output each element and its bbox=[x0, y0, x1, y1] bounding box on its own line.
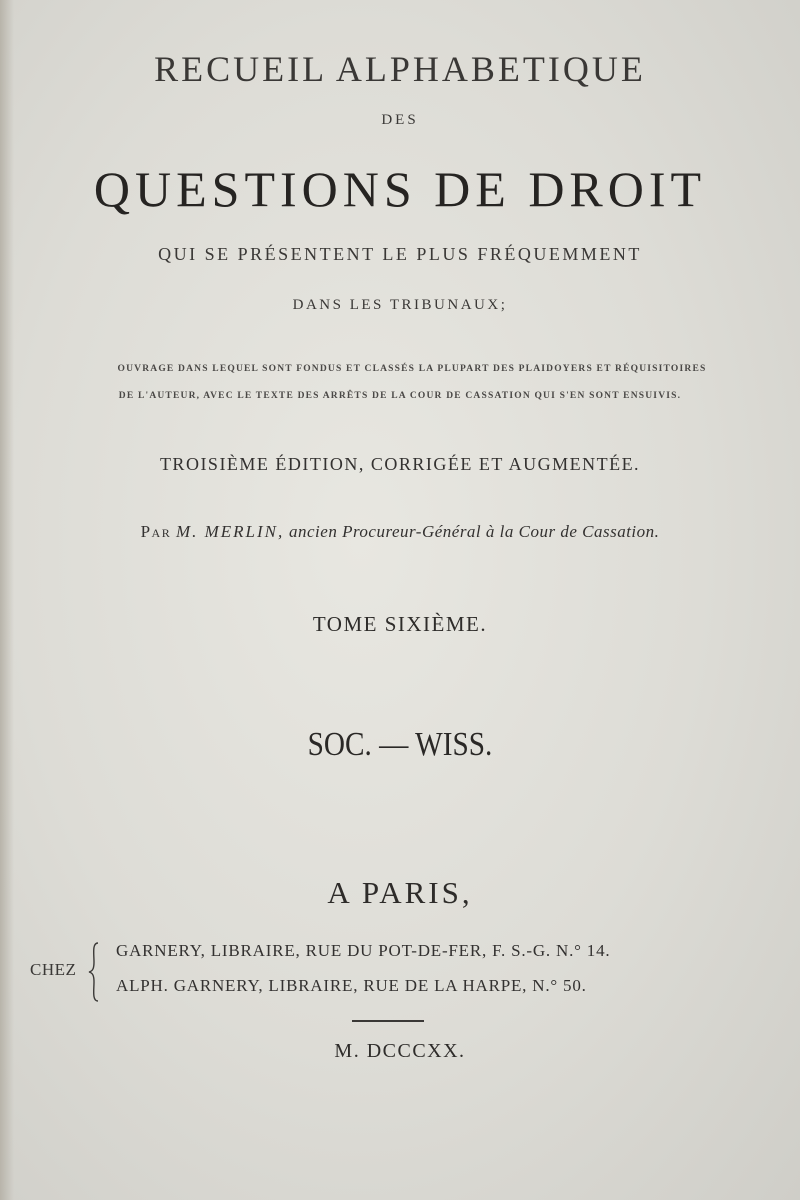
description-line-1: OUVRAGE DANS LEQUEL SONT FONDUS ET CLASSÉS LA PLUPART DES PLAIDOYERS ET RÉQUISITOIRES bbox=[117, 364, 707, 374]
chez-label: CHEZ bbox=[30, 960, 77, 979]
publisher-block bbox=[30, 938, 800, 1008]
description-line-2: DE L'AUTEUR, AVEC LE TEXTE DES ARRÊTS DE LA COUR DE CASSATION QUI S'EN SONT ENSUIVIS. bbox=[118, 391, 682, 401]
author-line bbox=[0, 522, 800, 542]
main-title: QUESTIONS DE DROIT bbox=[93, 161, 707, 217]
author-par: Par bbox=[140, 522, 172, 541]
volume-range: SOC. — WISS. bbox=[307, 726, 493, 763]
author-title: ancien Procureur-Général à la Cour de Cassation. bbox=[289, 522, 660, 541]
imprint-date: M. DCCCXX. bbox=[334, 1040, 466, 1062]
publisher-line-1: GARNERY, LIBRAIRE, RUE DU POT-DE-FER, F. S.-G. N.° 14. bbox=[116, 941, 611, 960]
imprint-city: A PARIS, bbox=[327, 875, 473, 910]
subtitle-qui: QUI SE PRÉSENTENT LE PLUS FRÉQUEMMENT bbox=[158, 244, 642, 264]
brace-icon bbox=[88, 942, 100, 1002]
publisher-line-2: ALPH. GARNERY, LIBRAIRE, RUE DE LA HARPE, N.° 50. bbox=[116, 976, 587, 995]
author-name: M. MERLIN, bbox=[175, 522, 285, 541]
edition-statement: TROISIÈME ÉDITION, CORRIGÉE ET AUGMENTÉE. bbox=[159, 454, 641, 474]
title-des: DES bbox=[381, 112, 419, 128]
subtitle-dans: DANS LES TRIBUNAUX; bbox=[292, 297, 508, 313]
title-recueil: RECUEIL ALPHABETIQUE bbox=[154, 49, 646, 89]
divider-rule bbox=[352, 1020, 424, 1022]
tome-label: TOME SIXIÈME. bbox=[312, 612, 488, 636]
